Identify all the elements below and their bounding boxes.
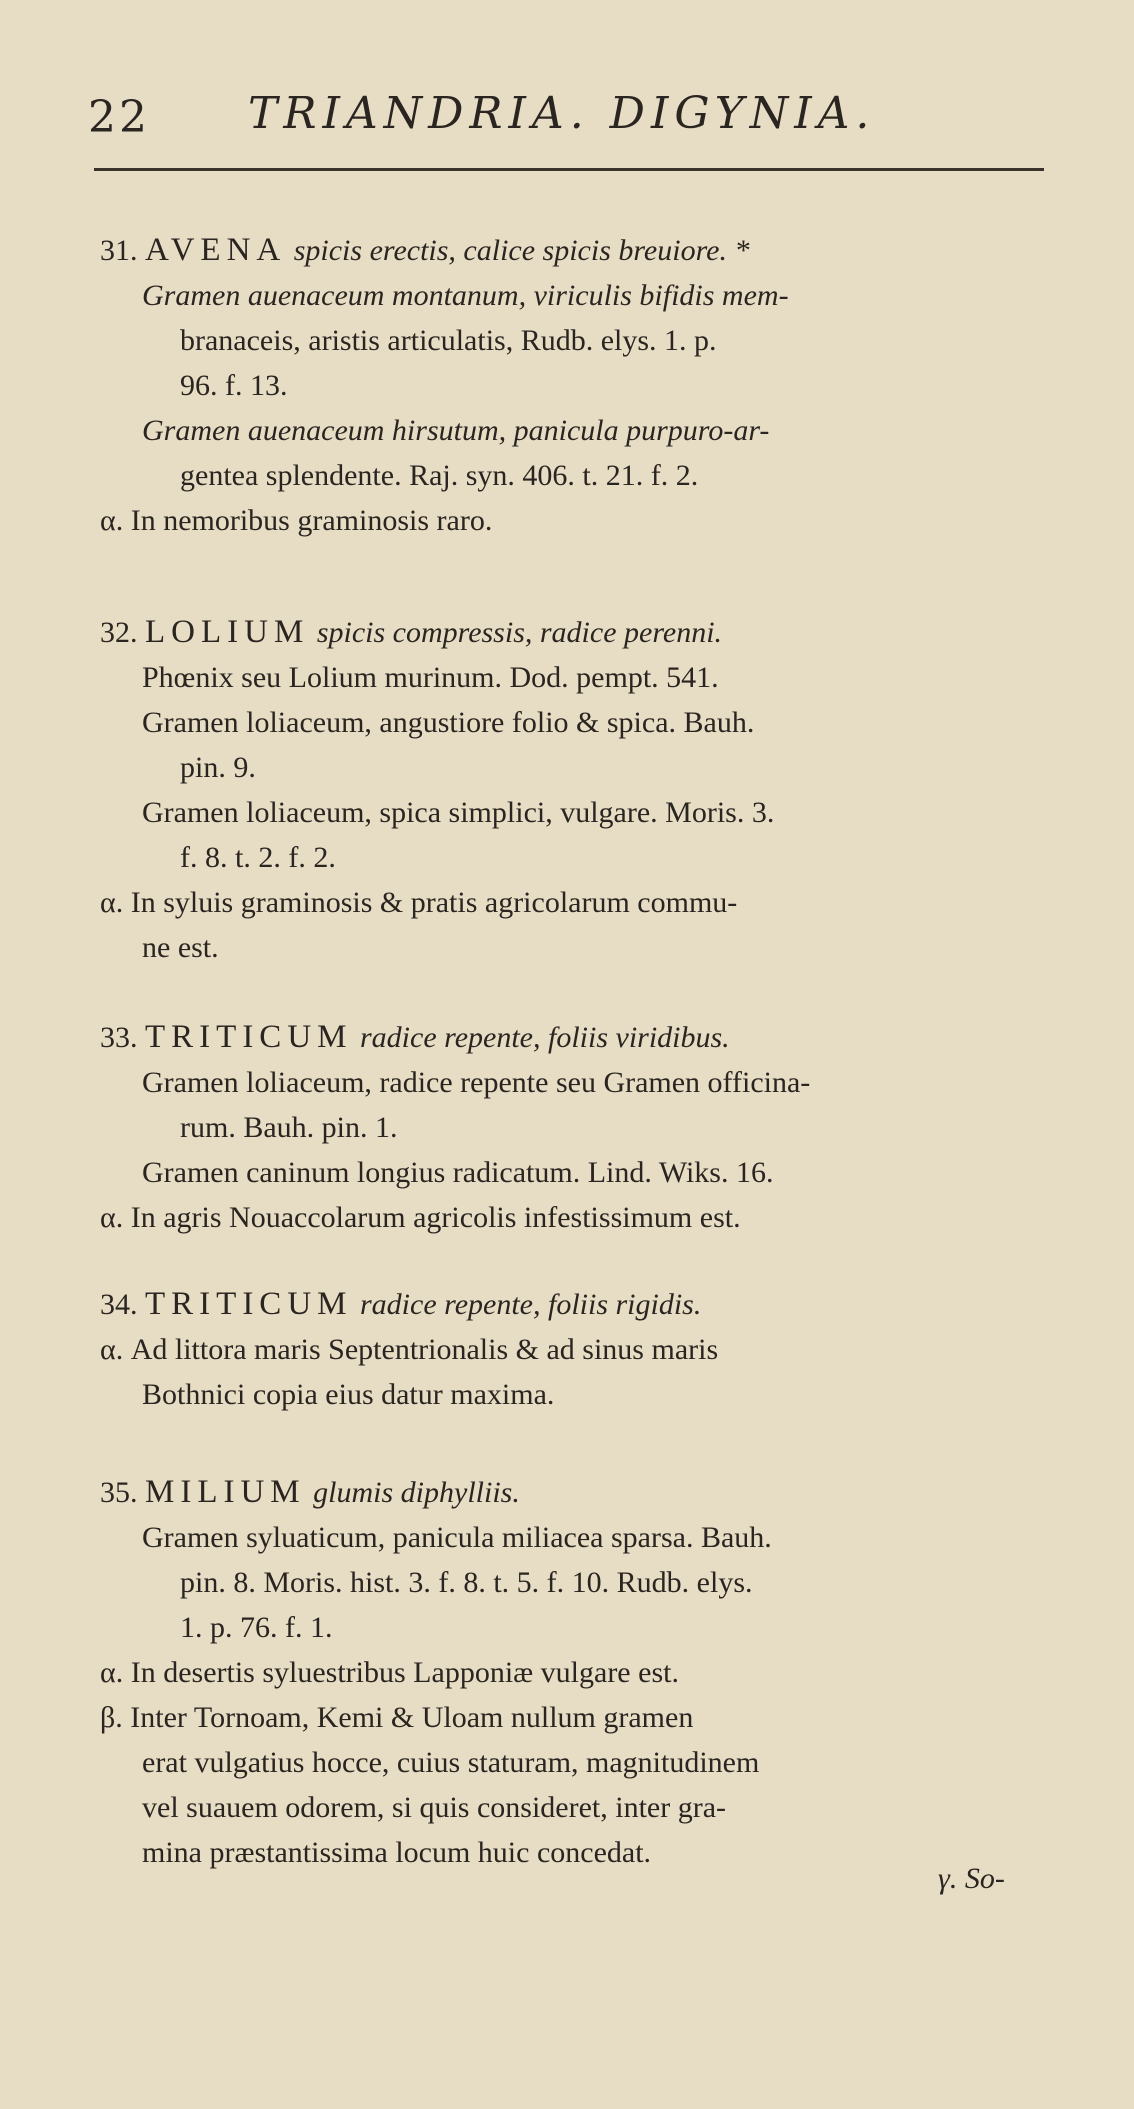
synonym-line: Gramen auenaceum montanum, viriculis bifidis mem- <box>142 279 789 312</box>
running-header <box>88 80 1048 150</box>
synonym-line: rum. Bauh. pin. 1. <box>180 1111 398 1144</box>
habitat-line: α. In nemoribus graminosis raro. <box>100 504 493 537</box>
synonym-line: Gramen caninum longius radicatum. Lind. Wiks. 16. <box>142 1156 774 1189</box>
entry-32-lolium <box>100 610 1060 970</box>
synonym-line: branaceis, aristis articulatis, Rudb. elys. 1. p. <box>180 324 717 357</box>
habitat-line: Bothnici copia eius datur maxima. <box>142 1378 555 1411</box>
habitat-line: mina præstantissima locum huic concedat. <box>142 1836 652 1869</box>
entry-heading: 35. MILIUM glumis diphylliis. <box>100 1474 520 1510</box>
synonym-line: 96. f. 13. <box>180 369 288 402</box>
synonym-line: Gramen loliaceum, radice repente seu Gramen officina- <box>142 1066 811 1099</box>
entry-heading: 33. TRITICUM radice repente, foliis viridibus. <box>100 1019 730 1055</box>
habitat-line: erat vulgatius hocce, cuius staturam, magnitudinem <box>142 1746 760 1779</box>
synonym-line: Gramen loliaceum, angustiore folio & spica. Bauh. <box>142 706 755 739</box>
catchword: γ. So- <box>938 1862 1005 1895</box>
entry-heading: 34. TRITICUM radice repente, foliis rigidis. <box>100 1286 702 1322</box>
habitat-line: α. In desertis syluestribus Lapponiæ vulgare est. <box>100 1656 679 1689</box>
synonym-line: pin. 8. Moris. hist. 3. f. 8. t. 5. f. 10. Rudb. elys. <box>180 1566 753 1599</box>
synonym-line: Gramen syluaticum, panicula miliacea sparsa. Bauh. <box>142 1521 772 1554</box>
synonym-line: f. 8. t. 2. f. 2. <box>180 841 336 874</box>
running-title: TRIANDRIA. DIGYNIA. <box>248 88 876 139</box>
habitat-line: α. Ad littora maris Septentrionalis & ad sinus maris <box>100 1333 719 1366</box>
entry-34-triticum <box>100 1282 1060 1417</box>
habitat-line: α. In syluis graminosis & pratis agricolarum commu- <box>100 886 738 919</box>
entry-31-avena <box>100 228 1060 543</box>
habitat-line: vel suauem odorem, si quis consideret, inter gra- <box>142 1791 727 1824</box>
entry-heading: 32. LOLIUM spicis compressis, radice perenni. <box>100 614 723 650</box>
synonym-line: Phœnix seu Lolium murinum. Dod. pempt. 541. <box>142 661 719 694</box>
header-rule <box>94 168 1044 171</box>
synonym-line: gentea splendente. Raj. syn. 406. t. 21. f. 2. <box>180 459 699 492</box>
synonym-line: pin. 9. <box>180 751 256 784</box>
entry-35-milium <box>100 1470 1060 1875</box>
entry-heading: 31. AVENA spicis erectis, calice spicis breuiore. * <box>100 232 750 268</box>
habitat-line: β. Inter Tornoam, Kemi & Uloam nullum gramen <box>100 1701 694 1734</box>
page-number: 22 <box>88 92 150 143</box>
synonym-line: Gramen loliaceum, spica simplici, vulgare. Moris. 3. <box>142 796 775 829</box>
habitat-line: α. In agris Nouaccolarum agricolis infestissimum est. <box>100 1201 741 1234</box>
entry-33-triticum <box>100 1015 1060 1240</box>
synonym-line: 1. p. 76. f. 1. <box>180 1611 333 1644</box>
synonym-line: Gramen auenaceum hirsutum, panicula purpuro-ar- <box>142 414 770 447</box>
habitat-line: ne est. <box>142 931 219 964</box>
